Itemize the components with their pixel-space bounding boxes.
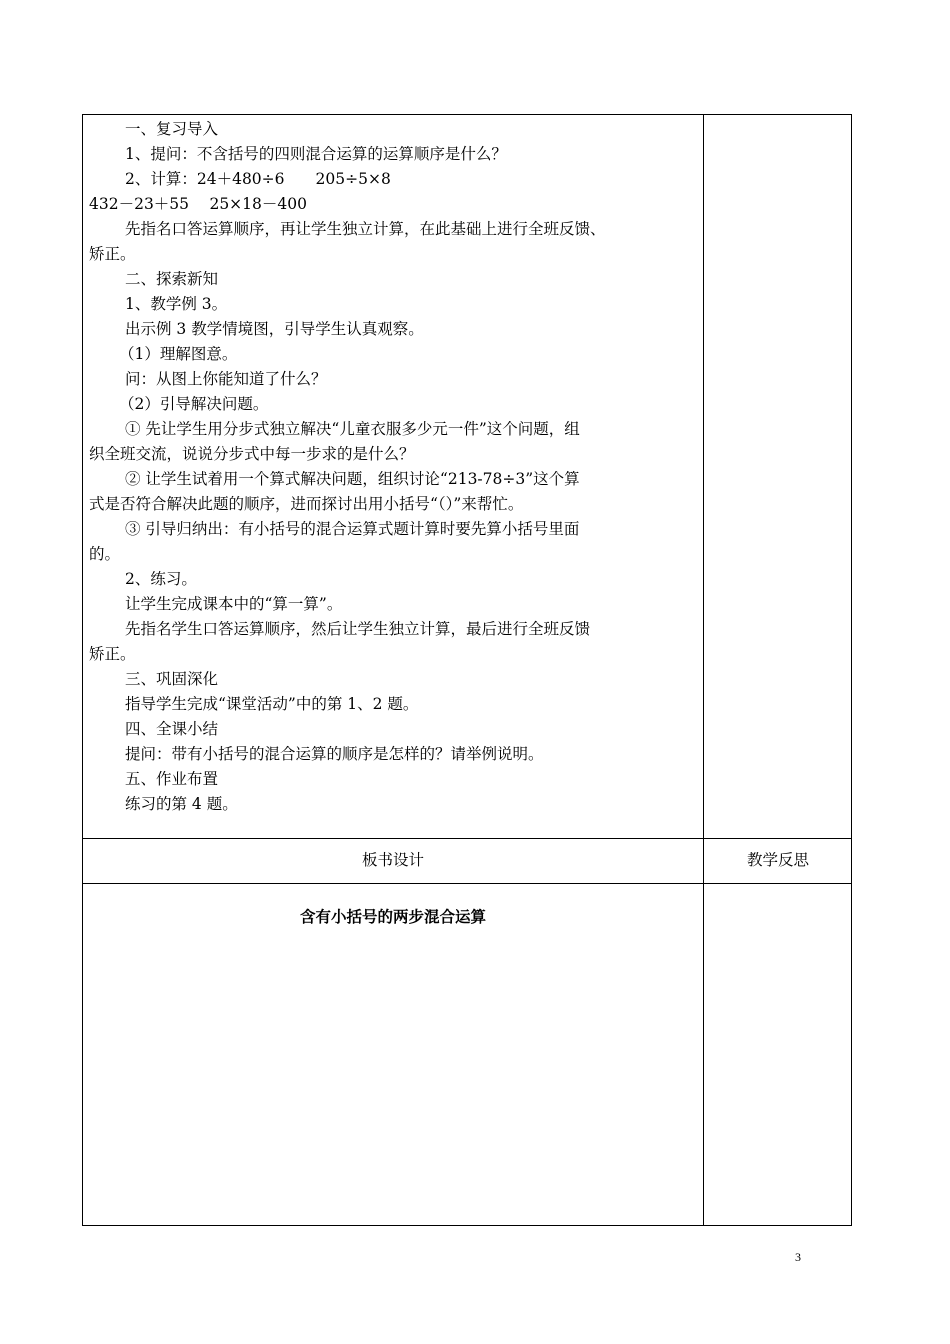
lesson-line: 二、探索新知 — [125, 270, 219, 288]
board-title: 含有小括号的两步混合运算 — [299, 908, 486, 926]
lesson-line: 三、巩固深化 — [125, 670, 219, 688]
lesson-line: 问：从图上你能知道了什么？ — [125, 370, 327, 388]
lesson-line: 织全班交流，说说分步式中每一步求的是什么？ — [89, 445, 415, 463]
lesson-process-text — [89, 117, 697, 817]
board-design-header: 板书设计 — [361, 851, 424, 869]
lesson-line: 先指名学生口答运算顺序，然后让学生独立计算，最后进行全班反馈 — [125, 620, 591, 638]
lesson-line: 1、教学例 3。 — [125, 295, 228, 313]
lesson-line: 五、作业布置 — [125, 770, 219, 788]
lesson-line: （2）引导解决问题。 — [119, 395, 269, 413]
lesson-line: ② 让学生试着用一个算式解决问题，组织讨论“213-78÷3”这个算 — [125, 470, 580, 488]
lesson-line: 432－23＋55 25×18－400 — [89, 195, 307, 213]
lesson-line: 1、提问：不含括号的四则混合运算的运算顺序是什么？ — [125, 145, 507, 163]
lesson-line: 一、复习导入 — [125, 120, 219, 138]
lesson-line: ① 先让学生用分步式独立解决“儿童衣服多少元一件”这个问题，组 — [125, 420, 580, 438]
lesson-line: 的。 — [89, 545, 121, 563]
lesson-line: 指导学生完成“课堂活动”中的第 1、2 题。 — [125, 695, 419, 713]
lesson-line: 矫正。 — [89, 645, 136, 663]
lesson-line: 2、计算：24＋480÷6 205÷5×8 — [125, 170, 391, 188]
lesson-line: 矫正。 — [89, 245, 136, 263]
lesson-line: 出示例 3 教学情境图，引导学生认真观察。 — [125, 320, 424, 338]
lesson-line: （1）理解图意。 — [119, 345, 238, 363]
lesson-line: 先指名口答运算顺序，再让学生独立计算，在此基础上进行全班反馈、 — [125, 220, 606, 238]
lesson-line: 练习的第 4 题。 — [125, 795, 238, 813]
page-number: 3 — [795, 1250, 801, 1264]
lesson-line: 四、全课小结 — [125, 720, 219, 738]
lesson-line: 2、练习。 — [125, 570, 197, 588]
column-divider — [703, 115, 704, 1225]
lesson-line: 让学生完成课本中的“算一算”。 — [125, 595, 343, 613]
teaching-reflection-header: 教学反思 — [746, 851, 809, 869]
lesson-line: 式是否符合解决此题的顺序，进而探讨出用小括号“（）”来帮忙。 — [89, 495, 524, 513]
lesson-plan-table — [82, 114, 852, 1226]
lesson-line: ③ 引导归纳出：有小括号的混合运算式题计算时要先算小括号里面 — [125, 520, 580, 538]
row-divider-bottom — [83, 883, 851, 884]
lesson-line: 提问：带有小括号的混合运算的顺序是怎样的？请举例说明。 — [125, 745, 544, 763]
